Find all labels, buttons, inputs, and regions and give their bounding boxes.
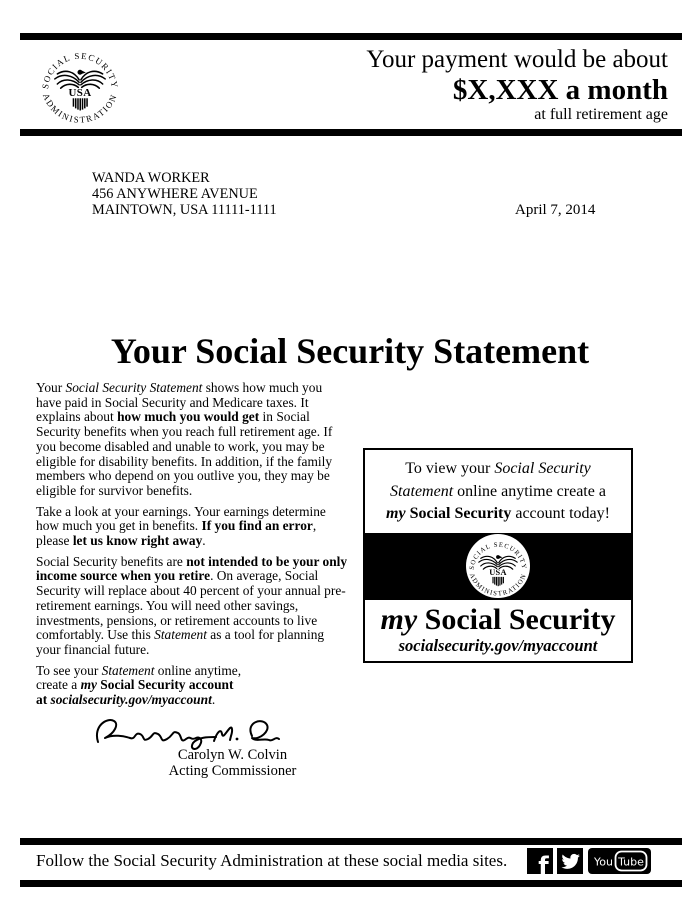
svg-text:SOCIAL SECURITY: SOCIAL SECURITY: [40, 50, 121, 90]
page-title: Your Social Security Statement: [110, 331, 590, 371]
payment-banner: [366, 45, 668, 124]
svg-text:ADMINISTRATION: ADMINISTRATION: [467, 572, 529, 598]
payment-amount: $X,XXX a month: [452, 74, 668, 106]
svg-text:ADMINISTRATION: ADMINISTRATION: [40, 91, 120, 125]
svg-text:f: f: [538, 852, 549, 874]
myaccount-url-link[interactable]: socialsecurity.gov/myaccount: [398, 635, 598, 655]
paragraph-overview: Your Social Security Statement shows how much you have paid in Social Security and Medicare taxes. It explains about how much you would get in Social Security benefits when you reach full retirement age. If you become disabled and unable to work, you may be eligible for disability benefits. In addition, if the family members who depend on you outlive you, they may be eligible for survivor benefits.: [36, 380, 333, 498]
header-bottom-rule: [20, 129, 682, 136]
recipient-address: [92, 171, 277, 218]
footer-top-rule: [20, 838, 682, 845]
ssa-seal-icon: [466, 534, 530, 598]
statement-body: [36, 381, 350, 714]
svg-text:You: You: [594, 855, 613, 869]
paragraph-income-source: Social Security benefits are not intended to be your only income source when you retire. On average, Social Security will replace about 40 percent of your annual pre-retirement earnings. You will need other savings, investments, pensions, or retirement accounts to live comfortably. Use this Statement as a tool for planning your financial future.: [36, 553, 348, 657]
footer-bottom-rule: [20, 880, 682, 887]
payment-line1: Your payment would be about: [366, 46, 668, 73]
paragraph-earnings: Take a look at your earnings. Your earnings determine how much you get in benefits. If you find an error, please let us know right away.: [36, 503, 326, 549]
signer-name: Carolyn W. Colvin: [177, 747, 288, 763]
facebook-icon[interactable]: [527, 848, 553, 874]
svg-text:Tube: Tube: [618, 855, 644, 869]
statement-date: April 7, 2014: [515, 202, 596, 218]
twitter-icon[interactable]: [557, 848, 583, 874]
signer-role: Acting Commissioner: [168, 762, 297, 779]
promo-black-band: [365, 533, 631, 600]
recipient-city: MAINTOWN, USA 11111-1111: [92, 201, 277, 218]
my-social-security-wordmark: my Social Security: [380, 602, 616, 636]
svg-text:USA: USA: [68, 86, 92, 99]
header-top-rule: [20, 33, 682, 40]
svg-text:USA: USA: [489, 567, 507, 577]
recipient-name: WANDA WORKER: [92, 170, 210, 186]
youtube-icon[interactable]: [588, 848, 651, 874]
footer-follow-text: Follow the Social Security Administration at these social media sites.: [36, 851, 508, 870]
signature-block: [130, 748, 335, 780]
recipient-street: 456 ANYWHERE AVENUE: [92, 185, 258, 202]
payment-line3: at full retirement age: [534, 106, 668, 123]
ssa-seal-icon: [38, 42, 122, 126]
promo-intro-text: To view your Social Security Statement online anytime create a my Social Security account today!: [386, 460, 610, 522]
paragraph-online-account: To see your Statement online anytime, create a my Social Security account at socialsecurity.gov/myaccount.: [36, 662, 242, 708]
my-social-security-promo-box: [363, 448, 633, 663]
svg-text:SOCIAL SECURITY: SOCIAL SECURITY: [468, 541, 528, 571]
